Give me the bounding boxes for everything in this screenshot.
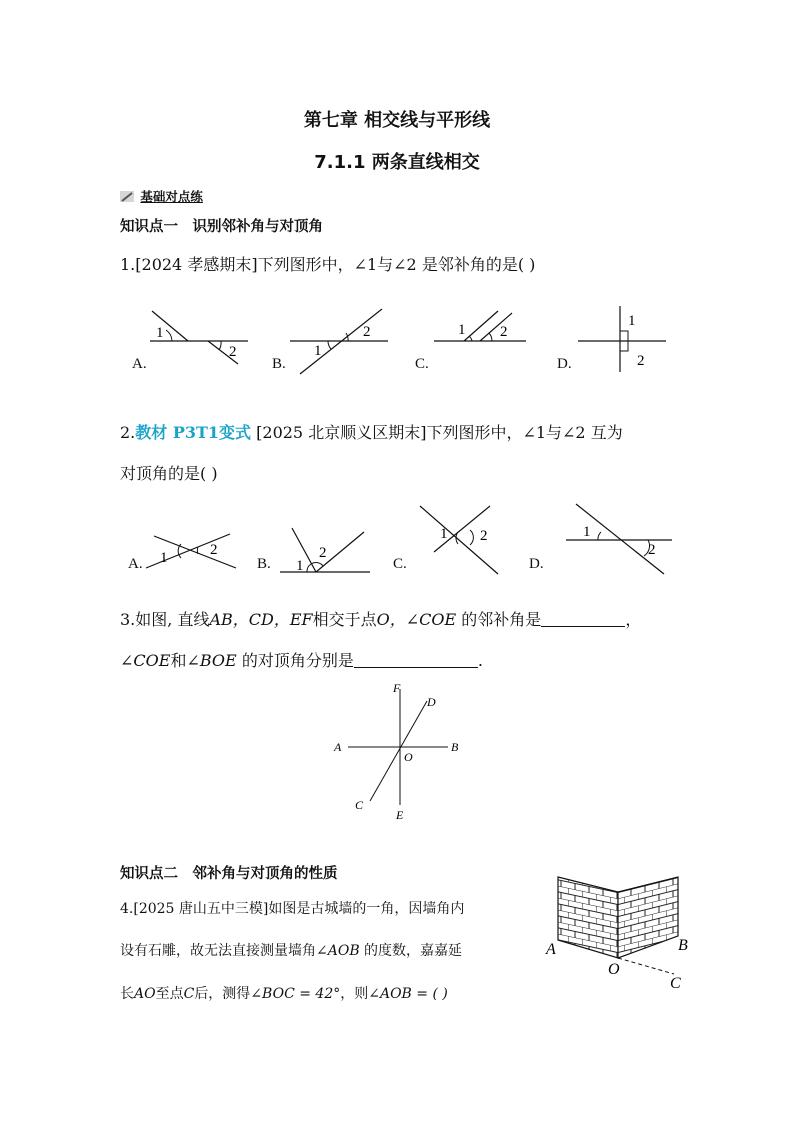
pencil-icon <box>120 190 136 203</box>
q1-option-c: C. <box>415 356 429 372</box>
q2-figure-a <box>146 534 236 568</box>
q2-textbook-tag: 教材 P3T1变式 <box>135 423 252 442</box>
q1d-angle-2-label: 2 <box>637 353 645 369</box>
q3-angle-boe: ∠BOE <box>186 651 237 670</box>
q1b-angle-1-label: 1 <box>314 343 322 359</box>
q3-answer-blank-2[interactable] <box>354 651 478 668</box>
q1-number: 1. <box>120 255 136 274</box>
q2-text-line-2: 对顶角的是( ) <box>120 464 218 483</box>
q3-label-d: D <box>427 695 436 709</box>
question-4-line-2 <box>120 940 462 960</box>
section-title: 7.1.1 两条直线相交 <box>314 152 480 173</box>
q1-option-a: A. <box>132 356 147 372</box>
q2a-angle-1-label: 1 <box>160 550 168 566</box>
q3-label-f: F <box>393 681 401 695</box>
q4-angle-aob: ∠AOB <box>316 943 360 959</box>
q4-label-o: O <box>608 961 620 978</box>
q1-figure-b <box>290 309 388 374</box>
q1a-angle-2-label: 2 <box>229 344 237 360</box>
question-2 <box>120 420 623 443</box>
q4-point-c: C <box>183 986 195 1002</box>
q4-left-wall <box>558 877 618 958</box>
q2-number: 2. <box>120 423 136 442</box>
q4-label-b: B <box>678 937 688 954</box>
q3-angle-coe: O，∠COE <box>376 610 457 629</box>
q3-text-c: 相交于点 <box>312 610 377 629</box>
practice-badge <box>120 187 203 205</box>
q1d-angle-1-label: 1 <box>628 313 636 329</box>
q1-figure-a <box>150 311 248 364</box>
q1-figure-c <box>434 311 526 341</box>
q1-option-b: B. <box>272 356 286 372</box>
q4-angle-boc: ∠BOC = 42° <box>250 986 341 1002</box>
q4-text-c: 的度数，嘉嘉延 <box>359 943 463 959</box>
q1c-angle-2-label: 2 <box>500 324 508 340</box>
q1-figures <box>120 300 680 380</box>
q1-option-d: D. <box>557 356 572 372</box>
q3-text-e: 的邻补角是 <box>456 610 542 629</box>
q3-label-c: C <box>355 798 364 812</box>
q2-option-b: B. <box>257 556 271 572</box>
chapter-title: 第七章 相交线与平形线 <box>303 110 491 131</box>
q3-text-d: 的对顶角分别是 <box>236 651 354 670</box>
q3-label-b: B <box>451 740 459 754</box>
q1a-angle-1-label: 1 <box>156 325 164 341</box>
q3-label-a: A <box>334 740 342 754</box>
q4-text-c3: 至点 <box>155 986 184 1002</box>
question-3-line-2 <box>120 648 483 671</box>
q2d-angle-2-label: 2 <box>648 542 656 558</box>
q2-figure-b <box>280 528 370 574</box>
q4-extension-line <box>618 958 674 974</box>
q3-comma: ， <box>625 610 642 629</box>
q4-text-a3: 长 <box>120 986 134 1002</box>
q2c-angle-2-label: 2 <box>480 528 488 544</box>
q3-label-e: E <box>396 808 404 822</box>
q4-angle-aob-question: ∠AOB = ( ) <box>368 986 448 1002</box>
q2b-angle-1-label: 1 <box>296 558 304 574</box>
q3-text-a: 3.如图, 直线 <box>120 610 210 629</box>
q2-option-d: D. <box>529 556 544 572</box>
q4-segment-ao: AO <box>134 986 156 1002</box>
q4-wall-figure <box>540 870 700 995</box>
q2-text-line-1: 下列图形中，∠1与∠2 互为 <box>426 423 623 442</box>
q4-right-wall <box>618 877 678 958</box>
practice-badge-label: 基础对点练 <box>140 189 203 204</box>
q1c-angle-1-label: 1 <box>458 322 466 338</box>
question-4-line-1: 4.[2025 唐山五中三模]如图是古城墙的一角，因墙角内 <box>120 901 465 917</box>
question-4-line-3 <box>120 983 448 1003</box>
q4-text-e3: 后，测得 <box>194 986 251 1002</box>
q3-angle-coe-2: ∠COE <box>120 651 171 670</box>
q4-label-c: C <box>670 975 681 992</box>
q1b-angle-2-label: 2 <box>363 324 371 340</box>
q3-and: 和 <box>170 651 187 670</box>
q2c-angle-1-label: 1 <box>440 526 448 542</box>
q3-answer-blank-1[interactable] <box>541 610 625 627</box>
q1-text: 下列图形中，∠1与∠2 是邻补角的是( ) <box>257 255 536 274</box>
question-1 <box>120 252 535 275</box>
q2b-angle-2-label: 2 <box>319 545 327 561</box>
q2d-angle-1-label: 1 <box>583 524 591 540</box>
q4-text-g3: ，则 <box>340 986 369 1002</box>
q1-figure-d <box>578 306 666 372</box>
q3-period: . <box>477 651 483 670</box>
q4-text-a: 设有石雕，故无法直接测量墙角 <box>120 943 316 959</box>
q3-lines: AB，CD，EF <box>209 610 313 629</box>
knowledge-point-2-title: 知识点二 邻补角与对顶角的性质 <box>120 866 338 882</box>
q2-source: [2025 北京顺义区期末] <box>256 423 427 442</box>
q2a-angle-2-label: 2 <box>210 542 218 558</box>
q2-option-c: C. <box>393 556 407 572</box>
q2-figure-c <box>420 506 498 574</box>
knowledge-point-1-title: 知识点一 识别邻补角与对顶角 <box>120 219 323 235</box>
q4-label-a: A <box>546 941 556 958</box>
q2-figure-d <box>566 504 672 574</box>
q1-source: [2024 孝感期末] <box>135 255 258 274</box>
question-3-line-1 <box>120 607 641 630</box>
q3-figure <box>326 677 476 827</box>
q3-label-o: O <box>404 750 413 764</box>
q2-option-a: A. <box>128 556 143 572</box>
